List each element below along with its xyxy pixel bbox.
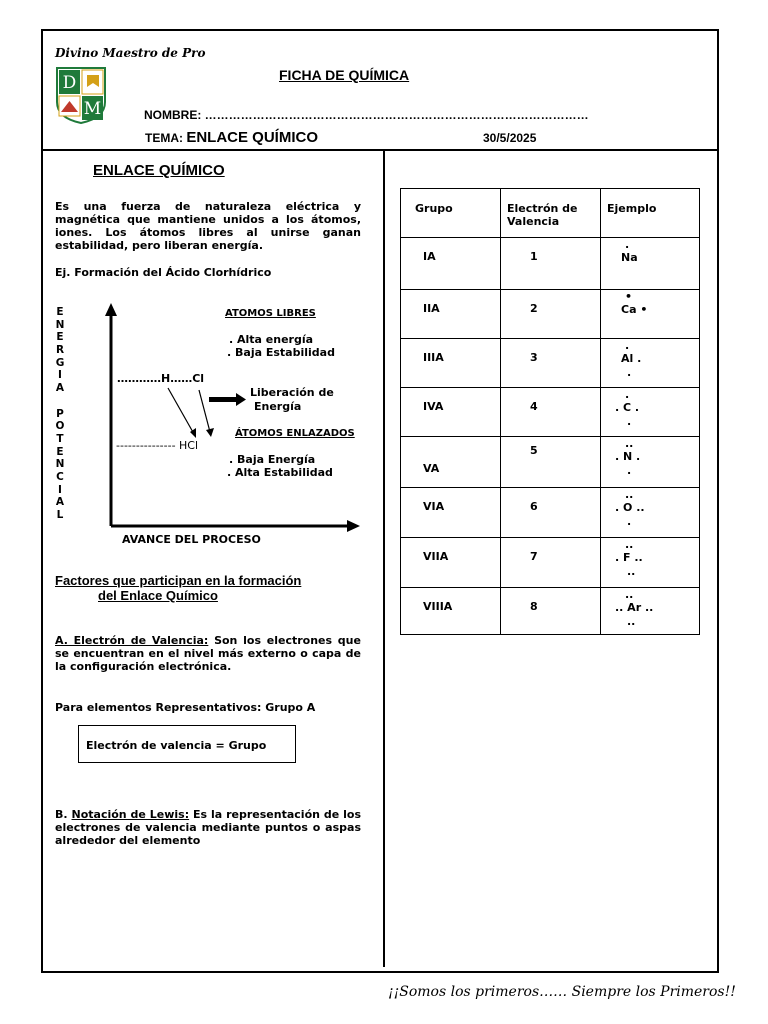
free-atoms-title: ATOMOS LIBRES (225, 308, 316, 319)
table-row (401, 388, 700, 437)
valence-table (400, 188, 700, 635)
valence-cell: 7 (530, 550, 538, 563)
bonded-atoms-title: ÁTOMOS ENLAZADOS (235, 428, 355, 439)
valence-text: Son los electrones que se encuentran en el nivel más externo o capa de la configuración electrónica. (55, 634, 361, 673)
lewis-dots-bottom: .. (627, 565, 636, 578)
valence-cell: 5 (530, 444, 538, 457)
table-header-row (401, 189, 700, 238)
header-divider (41, 149, 719, 151)
energy-axis-letter: A (55, 496, 65, 509)
school-name: Divino Maestro de Pro (55, 46, 206, 60)
table-row (401, 290, 700, 339)
group-cell: IA (423, 250, 436, 263)
energy-axis-letter: E (56, 445, 64, 458)
lewis-dots-top: . (625, 388, 630, 401)
school-logo (55, 66, 107, 124)
valence-heading: A. Electrón de Valencia: (55, 634, 209, 647)
table-row (401, 339, 700, 388)
energy-axis-letter: L (56, 509, 64, 521)
example-label: Ej. Formación del Ácido Clorhídrico (55, 266, 272, 279)
lewis-dots-top: • (625, 290, 633, 303)
bonded-prop-2: . Alta Estabilidad (227, 466, 333, 479)
group-cell: VIIIA (423, 600, 453, 613)
date: 30/5/2025 (483, 131, 537, 145)
energy-axis-letter: P (56, 407, 64, 420)
lewis-dots-bottom: . (627, 415, 632, 428)
lewis-paragraph (55, 808, 361, 847)
free-atoms-prop-2: . Baja Estabilidad (227, 346, 335, 359)
factors-title-2: del Enlace Químico (98, 588, 218, 603)
lewis-text: Es la representación de los electrones de valencia mediante puntos o aspas alrededor del elemento (55, 808, 361, 847)
lewis-symbol: . N . (615, 450, 641, 463)
valence-paragraph (55, 634, 361, 673)
group-cell: IVA (423, 400, 444, 413)
section-title: ENLACE QUÍMICO (93, 162, 225, 179)
lewis-symbol: . C . (615, 401, 640, 414)
energy-axis-letter: I (58, 369, 62, 382)
lewis-dots-bottom: . (627, 464, 632, 477)
energy-axis-letter: O (55, 420, 65, 433)
energy-axis-letter: N (55, 318, 65, 331)
lewis-dots-bottom: . (627, 366, 632, 379)
energy-axis-letter: I (58, 483, 62, 496)
topic-line (145, 129, 318, 146)
lewis-symbol: Na (621, 251, 638, 264)
header-grupo: Grupo (415, 202, 453, 215)
energy-axis-letter: E (56, 331, 64, 344)
logo-letter-d: D (62, 73, 77, 93)
lewis-dots-top: .. (625, 488, 634, 501)
lewis-symbol: . F .. (615, 551, 643, 564)
lewis-dots-top: . (625, 238, 630, 251)
representative-label: Para elementos Representativos: Grupo A (55, 701, 316, 714)
valence-cell: 2 (530, 302, 538, 315)
lewis-dots-bottom: .. (627, 615, 636, 628)
column-divider (383, 151, 385, 967)
lewis-symbol: Ca • (621, 303, 648, 316)
energy-axis-letter: R (55, 344, 65, 357)
topic-value: ENLACE QUÍMICO (186, 129, 319, 146)
group-cell: IIIA (423, 351, 444, 364)
name-field: NOMBRE: …………………………………………………………………………………… (144, 108, 589, 122)
header-ejemplo: Ejemplo (607, 202, 657, 215)
free-atoms-prop-1: . Alta energía (229, 333, 314, 346)
energy-axis-letter: C (56, 470, 64, 483)
lewis-dots-top: .. (625, 588, 634, 601)
footer-motto: ¡¡Somos los primeros…… Siempre los Primeros!! (388, 984, 736, 1000)
valence-cell: 1 (530, 250, 538, 263)
valence-cell: 4 (530, 400, 538, 413)
group-cell: IIA (423, 302, 440, 315)
energy-axis-letter: T (56, 432, 64, 445)
logo-letter-m: M (83, 99, 102, 119)
lewis-dots-top: . (625, 339, 630, 352)
energy-axis-label (55, 306, 65, 522)
energy-release-label-2: Energía (254, 400, 302, 413)
worksheet-title: FICHA DE QUÍMICA (279, 67, 410, 83)
formula-text: Electrón de valencia = Grupo (86, 739, 267, 752)
energy-release-label-1: Liberación de (250, 386, 334, 399)
table-row (401, 488, 700, 538)
lewis-symbol: .. Ar .. (615, 601, 654, 614)
x-axis-label: AVANCE DEL PROCESO (122, 533, 261, 546)
valence-cell: 6 (530, 500, 538, 513)
group-cell: VA (423, 462, 440, 475)
header-valencia: Electrón de Valencia (507, 202, 578, 228)
reactants-label: …………H……Cl (117, 372, 205, 385)
energy-axis-letter: E (56, 306, 64, 318)
group-cell: VIIA (423, 550, 449, 563)
lewis-prefix: B. (55, 808, 68, 821)
lewis-dots-top: .. (625, 538, 634, 551)
factors-title-1: Factores que participan en la formación (55, 573, 302, 588)
group-cell: VIA (423, 500, 445, 513)
table-row (401, 538, 700, 588)
valence-cell: 8 (530, 600, 538, 613)
lewis-symbol: Al . (621, 352, 642, 365)
energy-axis-letter (55, 395, 65, 408)
energy-axis-letter: A (55, 382, 65, 395)
energy-axis-letter: N (55, 458, 65, 471)
table-row (401, 238, 700, 290)
product-line: --------------- HCl (116, 439, 199, 452)
valence-cell: 3 (530, 351, 538, 364)
definition-text: Es una fuerza de naturaleza eléctrica y magnética que mantiene unidos a los átomos, iones. Los átomos libres al unirse ganan estabilidad, pero liberan energía. (55, 200, 361, 252)
bonded-prop-1: . Baja Energía (229, 453, 316, 466)
lewis-dots-bottom: . (627, 515, 632, 528)
lewis-dots-top: .. (625, 437, 634, 450)
lewis-heading: Notación de Lewis: (71, 808, 190, 821)
topic-label: TEMA: (145, 131, 183, 145)
table-row (401, 588, 700, 635)
lewis-symbol: . O .. (615, 501, 645, 514)
energy-axis-letter: G (55, 356, 65, 369)
table-row (401, 437, 700, 488)
formula-box (78, 725, 296, 763)
